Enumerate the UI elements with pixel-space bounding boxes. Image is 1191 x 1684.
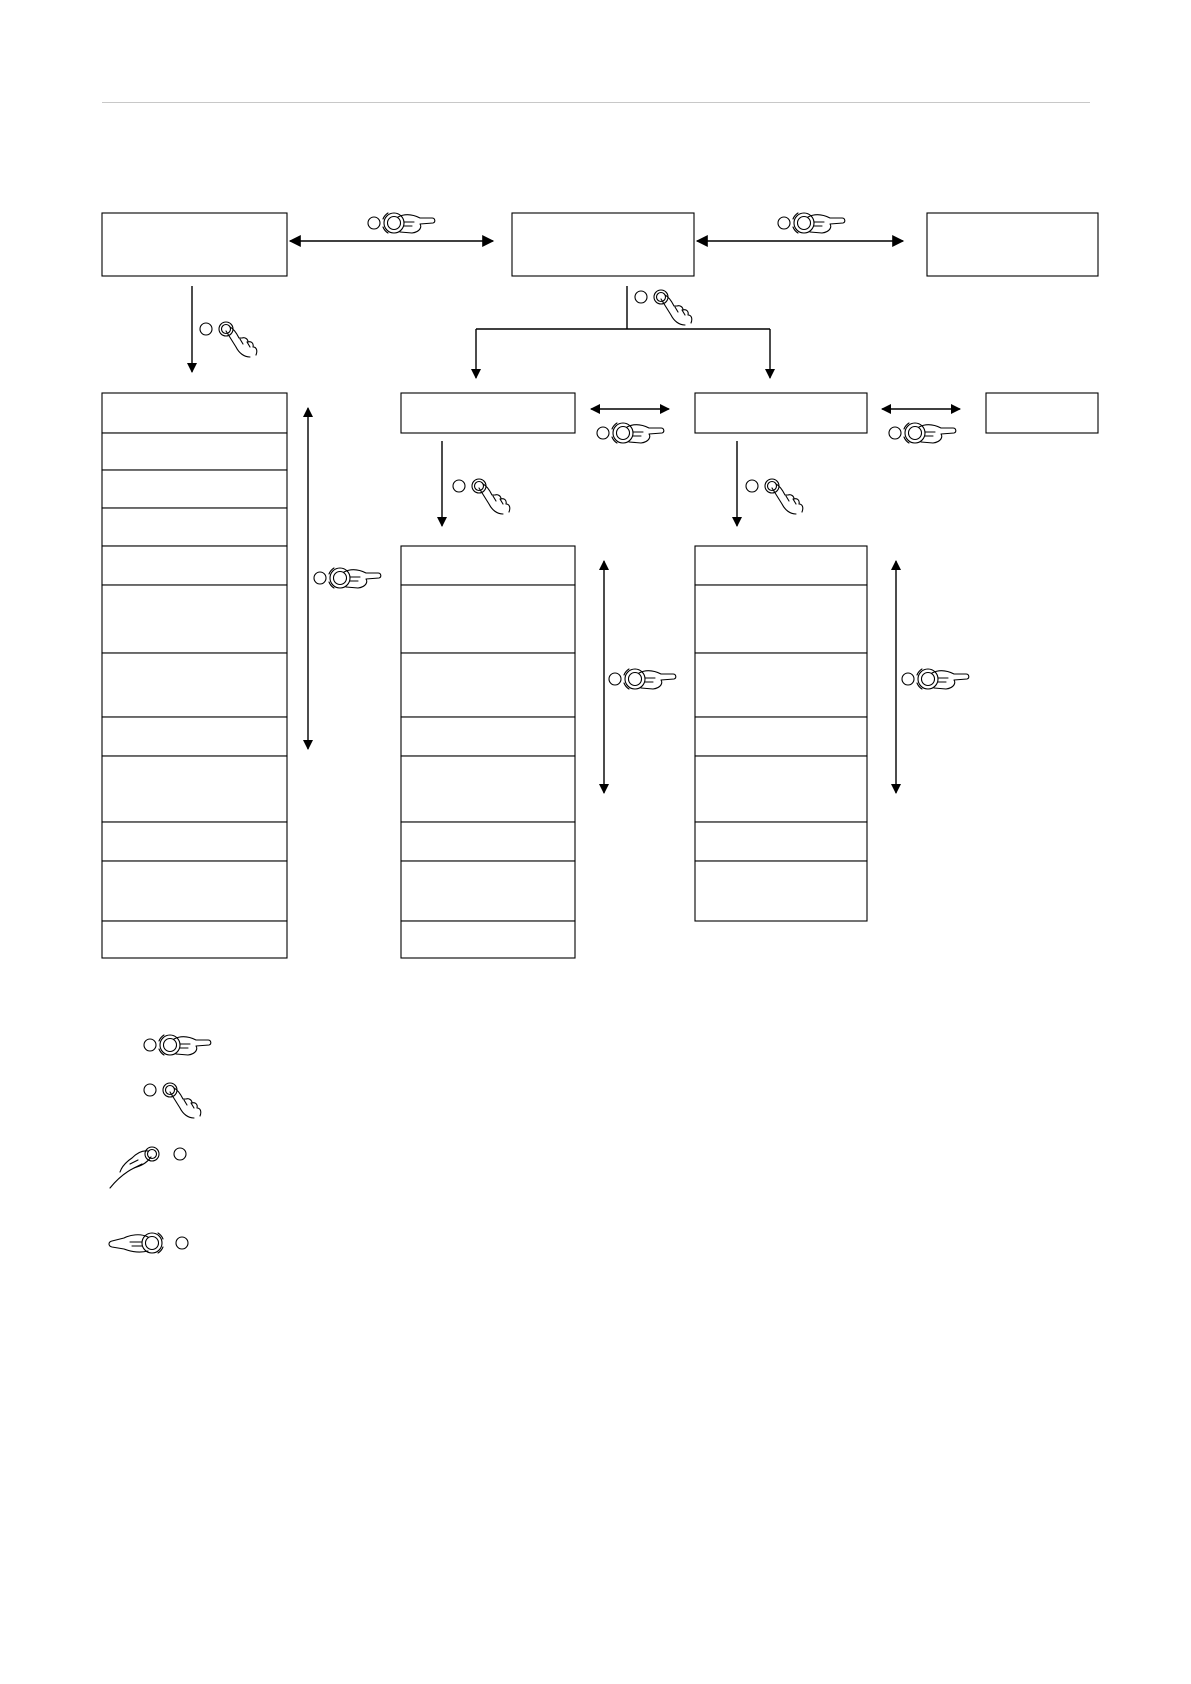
turn-knob-icon	[889, 423, 956, 443]
legend-press-left-button-icon	[110, 1147, 186, 1188]
press-knob-icon	[746, 479, 803, 514]
menu-c-box	[927, 213, 1098, 276]
turn-knob-icon	[902, 669, 969, 689]
turn-knob-icon	[597, 423, 664, 443]
column-a-list	[102, 393, 287, 958]
legend-turn-knob-icon	[144, 1035, 211, 1055]
legend-turn-left-knob-icon	[109, 1233, 188, 1253]
turn-knob-icon	[609, 669, 676, 689]
submenu-b3-box	[986, 393, 1098, 433]
press-knob-icon	[453, 479, 510, 514]
turn-knob-icon	[368, 213, 435, 233]
column-b1-list	[401, 546, 575, 958]
legend-press-knob-icon	[144, 1083, 201, 1118]
press-knob-icon	[635, 290, 692, 325]
submenu-b1-box	[401, 393, 575, 433]
menu-a-box	[102, 213, 287, 276]
menu-b-box	[512, 213, 694, 276]
turn-knob-icon	[314, 568, 381, 588]
column-b2-list	[695, 546, 867, 921]
press-knob-icon	[200, 322, 257, 357]
turn-knob-icon	[778, 213, 845, 233]
submenu-b2-box	[695, 393, 867, 433]
legend	[109, 1035, 211, 1253]
